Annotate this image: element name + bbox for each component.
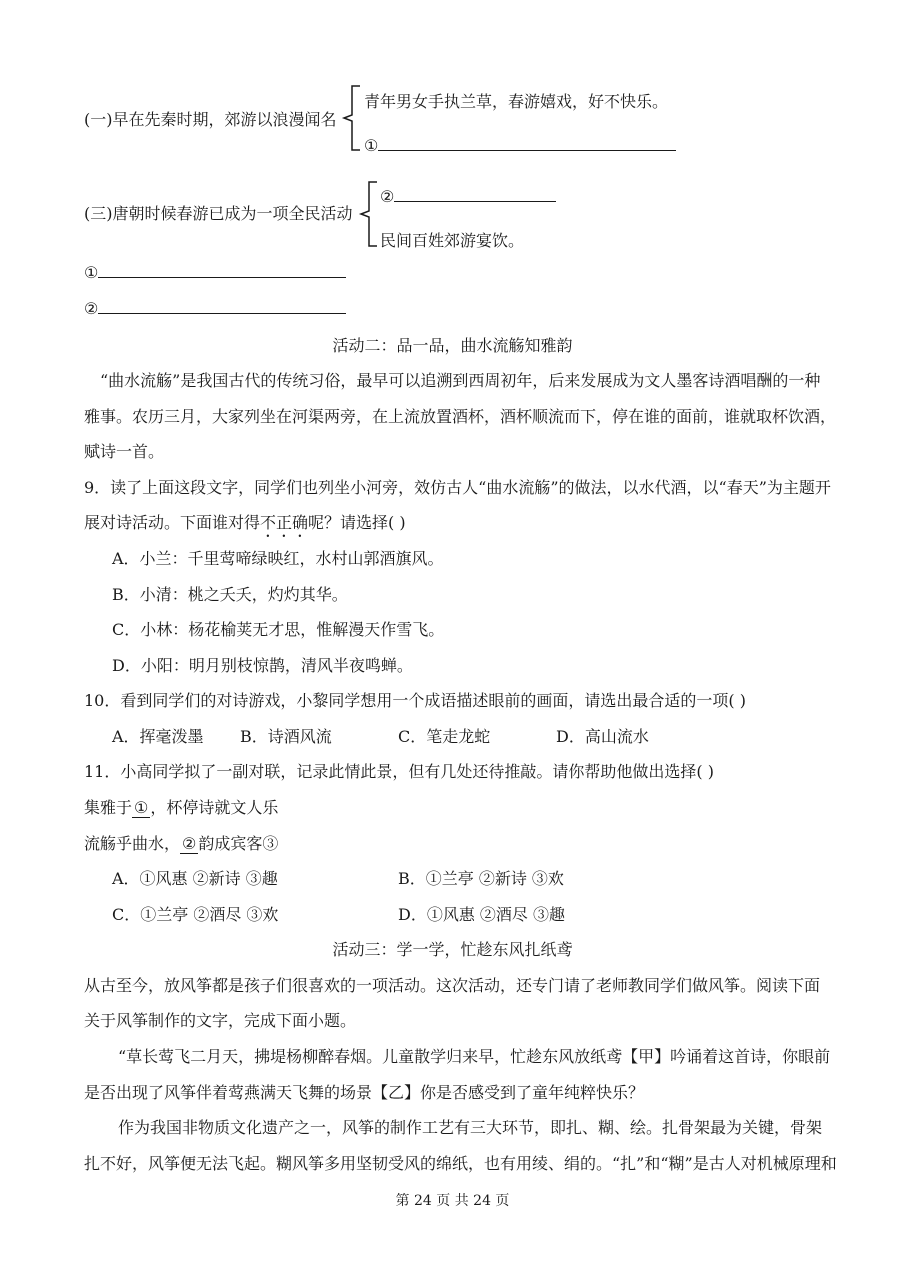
activity2-title: 活动二：品一品，曲水流觞知雅韵 <box>332 336 573 355</box>
q9-option-c[interactable]: C．小林：杨花榆荚无才思，惟解漫天作雪飞。 <box>112 620 445 639</box>
outline-blank-1[interactable] <box>378 134 676 151</box>
activity3-para2-line-2: 扎不好，风筝便无法飞起。糊风筝多用坚韧受风的绵纸，也有用绫、绢的。“扎”和“糊”是古人对机械原理和 <box>84 1154 837 1173</box>
q9-option-a[interactable]: A．小兰：千里莺啼绿映红，水村山郭酒旗风。 <box>112 549 444 568</box>
q11-stem: 11．小高同学拟了一副对联，记录此情此景，但有几处还待推敲。请你帮助他做出选择( ) <box>84 762 714 781</box>
answer-line-1 <box>84 261 346 282</box>
activity3-intro-line-1: 从古至今，放风筝都是孩子们很喜欢的一项活动。这次活动，还专门请了老师教同学们做风筝。阅读下面 <box>84 976 821 995</box>
q11-option-b[interactable]: B．①兰亭 ②新诗 ③欢 <box>398 869 564 888</box>
q10-option-d[interactable]: D．高山流水 <box>556 727 649 746</box>
q9-option-d[interactable]: D．小阳：明月别枝惊鹊，清风半夜鸣蝉。 <box>112 656 413 675</box>
outline-blank-2[interactable] <box>394 185 556 202</box>
outline-group3-item-b: 民间百姓郊游宴饮。 <box>380 231 525 250</box>
activity3-para2-line-1: 作为我国非物质文化遗产之一，风筝的制作工艺有三大环节，即扎、糊、绘。扎骨架最为关键，骨架 <box>118 1118 823 1137</box>
q11-couplet-2 <box>84 831 278 854</box>
activity3-title: 活动三：学一学，忙趁东风扎纸鸢 <box>332 940 573 959</box>
q11-option-a[interactable]: A．①风惠 ②新诗 ③趣 <box>112 869 278 888</box>
q9-stem-pre: 展对诗活动。下面谁对得 <box>84 513 261 532</box>
answer-1-marker: ① <box>84 263 99 282</box>
outline-group1-label: (一)早在先秦时期，郊游以浪漫闻名 <box>84 110 337 129</box>
q11-couplet-2-blank: ② <box>182 834 197 853</box>
q11-couplet-1-blank: ① <box>134 798 149 817</box>
q9-option-b[interactable]: B．小清：桃之夭夭，灼灼其华。 <box>112 585 348 604</box>
activity3-para1-line-2: 是否出现了风筝伴着莺燕满天飞舞的场景【乙】你是否感受到了童年纯粹快乐？ <box>84 1083 645 1102</box>
activity3-intro-line-2: 关于风筝制作的文字，完成下面小题。 <box>84 1011 357 1030</box>
q10-option-c[interactable]: C．笔走龙蛇 <box>398 727 491 746</box>
q11-option-c[interactable]: C．①兰亭 ②酒尽 ③欢 <box>112 905 279 924</box>
q10-option-b[interactable]: B．诗酒风流 <box>240 727 332 746</box>
q10-option-a[interactable]: A．挥毫泼墨 <box>112 727 204 746</box>
outline-group1-item-a: 青年男女手执兰草，春游嬉戏，好不快乐。 <box>364 92 669 111</box>
outline-group1-brace <box>340 82 364 154</box>
outline-group1-item-b-marker: ① <box>364 136 379 155</box>
q9-stem-emphasis: 不正确 <box>260 513 309 532</box>
answer-2-marker: ② <box>84 299 99 318</box>
q11-couplet-1-post: ，杯停诗就文人乐 <box>150 798 279 817</box>
activity2-para-line-2: 雅事。农历三月，大家列坐在河渠两旁，在上流放置酒杯，酒杯顺流而下，停在谁的面前，谁就取杯饮酒， <box>84 407 837 426</box>
outline-group3-brace <box>357 178 381 250</box>
outline-group3-label: (三)唐朝时候春游已成为一项全民活动 <box>84 204 353 223</box>
activity2-para-line-3: 赋诗一首。 <box>84 442 165 461</box>
outline-group3-item-a <box>380 185 556 206</box>
q11-couplet-1 <box>84 795 278 818</box>
activity2-para-line-1: “曲水流觞”是我国古代的传统习俗，最早可以追溯到西周初年，后来发展成为文人墨客诗酒唱酬的一种 <box>100 371 821 390</box>
activity3-para1-line-1: “草长莺飞二月天，拂堤杨柳醉春烟。儿童散学归来早，忙趁东风放纸鸢【甲】吟诵着这首诗，你眼前 <box>118 1047 831 1066</box>
outline-group1-item-b <box>364 134 676 155</box>
answer-blank-2[interactable] <box>98 297 346 314</box>
outline-group3-item-a-marker: ② <box>380 187 395 206</box>
answer-line-2 <box>84 297 346 318</box>
q11-couplet-1-pre: 集雅于 <box>84 798 133 817</box>
q9-stem-line-2 <box>84 510 406 541</box>
q11-option-d[interactable]: D．①风惠 ②酒尽 ③趣 <box>398 905 566 924</box>
answer-blank-1[interactable] <box>98 261 346 278</box>
page-footer: 第 24 页 共 24 页 <box>395 1193 510 1209</box>
q11-couplet-2-pre: 流觞乎曲水， <box>84 834 181 853</box>
q9-stem-post: 呢？请选择( ) <box>308 513 406 532</box>
q10-stem: 10．看到同学们的对诗游戏，小黎同学想用一个成语描述眼前的画面，请选出最合适的一项( ) <box>84 691 746 710</box>
q11-couplet-2-post: 韵成宾客③ <box>198 834 279 853</box>
q9-stem-line-1: 9．读了上面这段文字，同学们也列坐小河旁，效仿古人“曲水流觞”的做法，以水代酒，以“春天”为主题开 <box>84 478 831 497</box>
